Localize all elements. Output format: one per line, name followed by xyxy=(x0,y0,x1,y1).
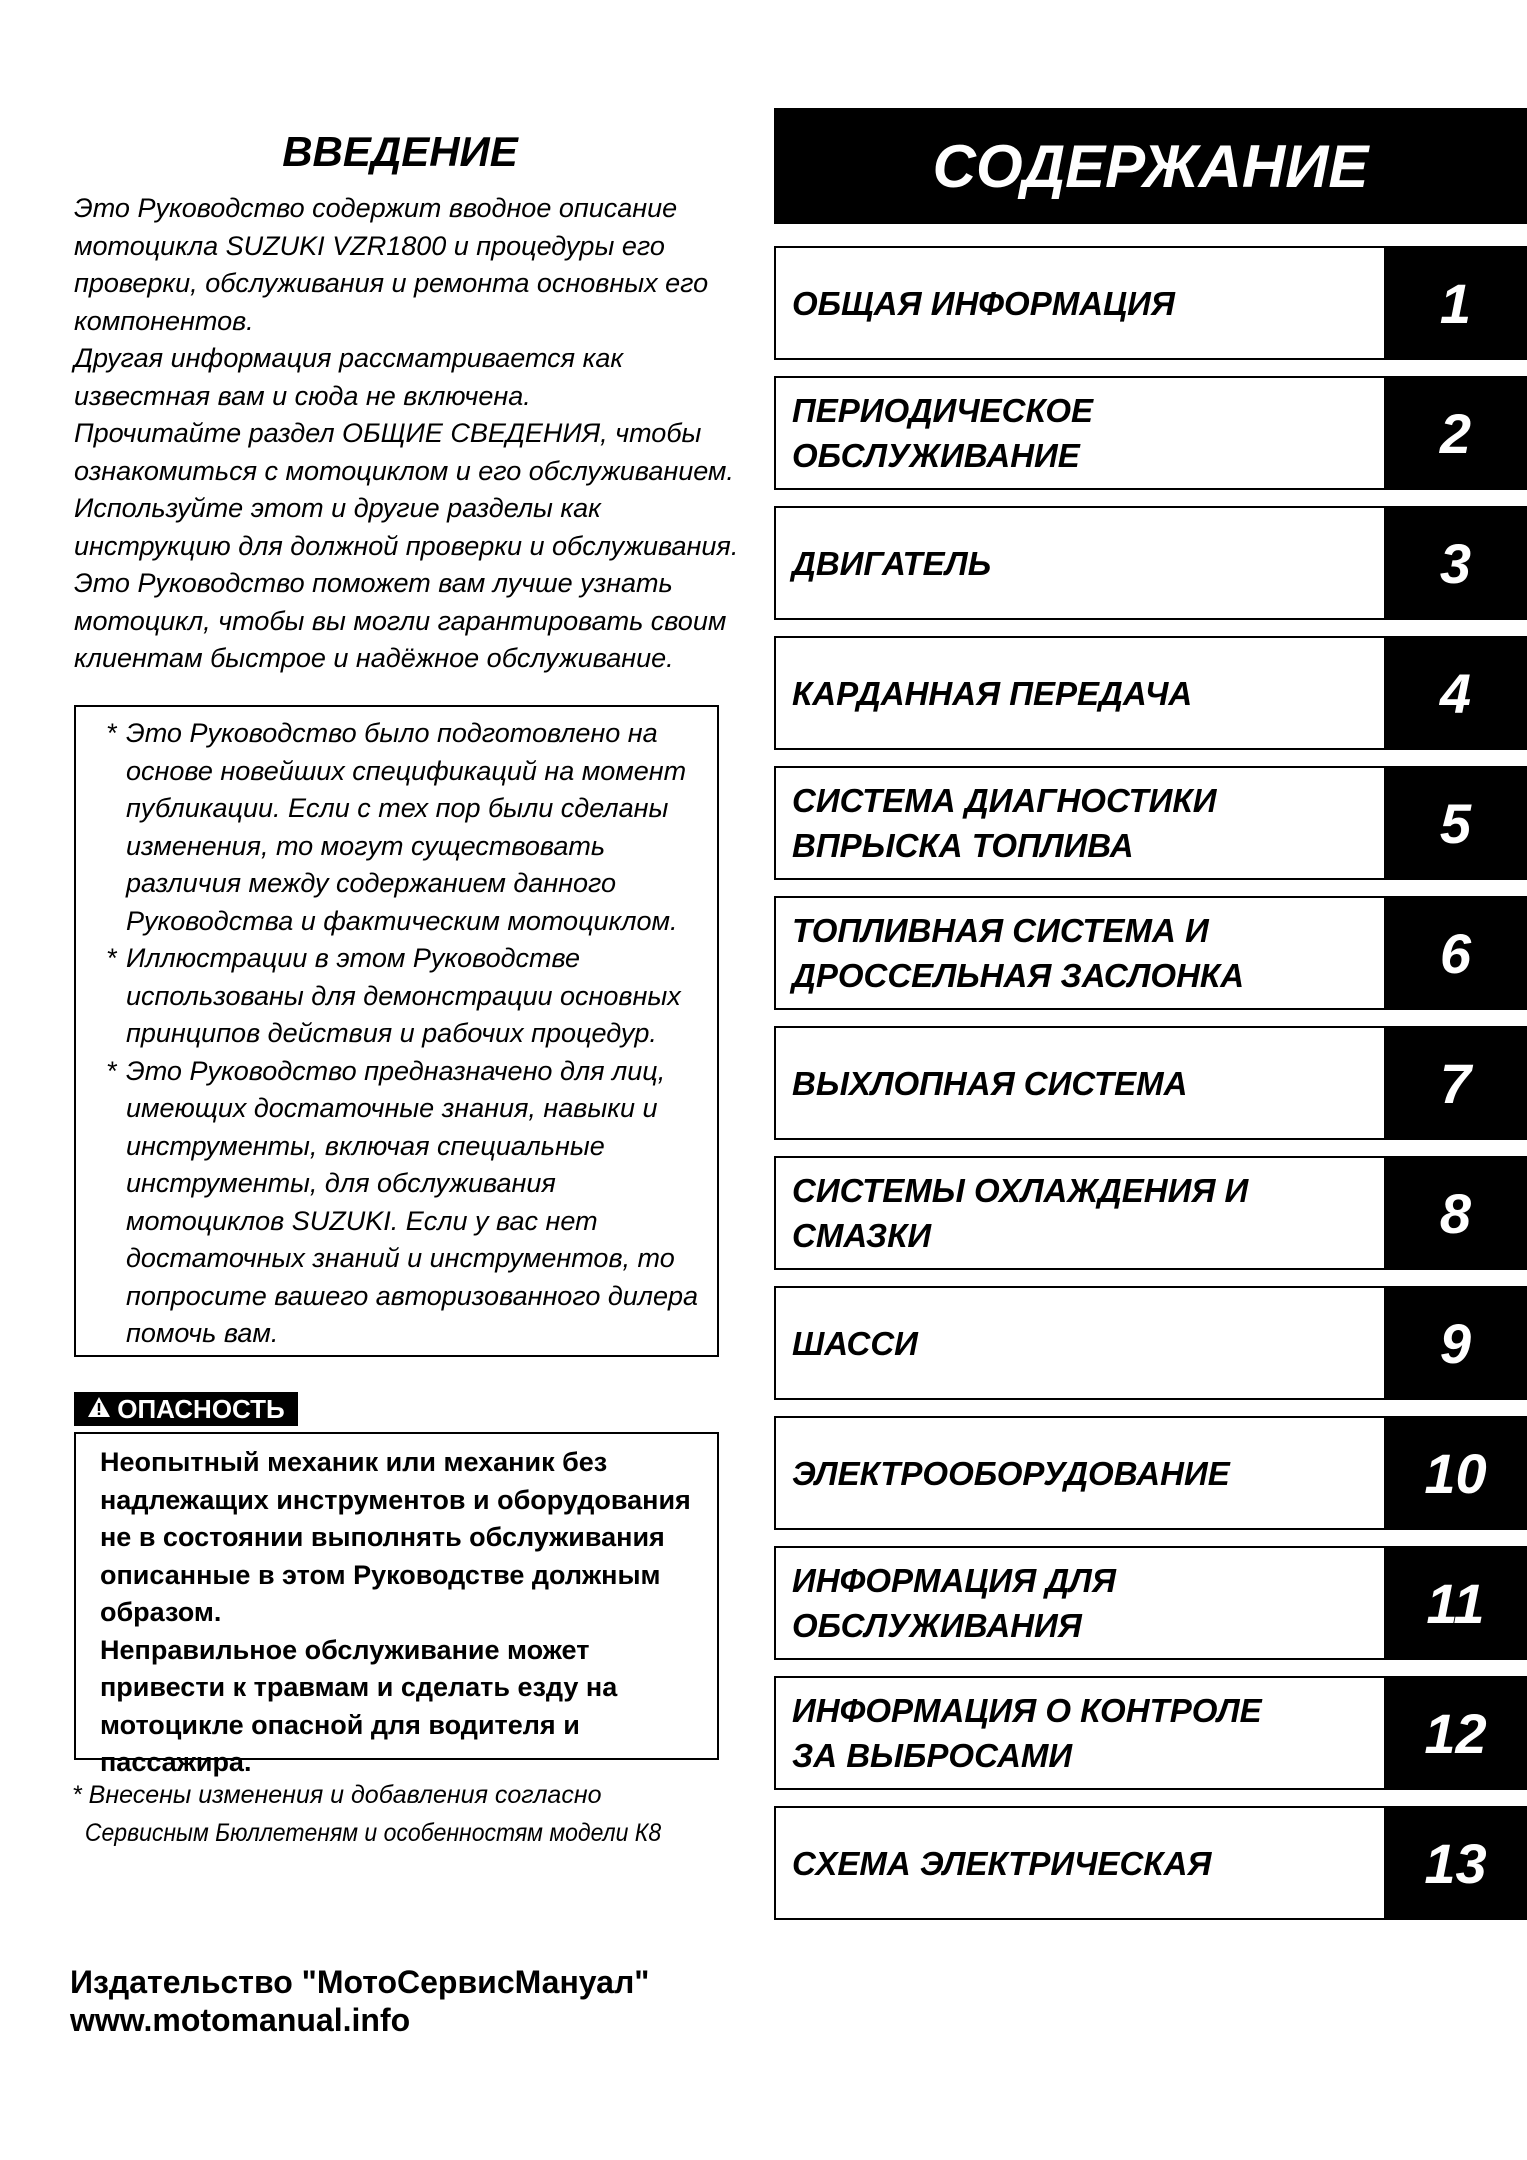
toc-item-label: СИСТЕМА ДИАГНОСТИКИ ВПРЫСКА ТОПЛИВА xyxy=(774,766,1384,880)
danger-label-text: ОПАСНОСТЬ xyxy=(117,1393,285,1424)
toc-item-label: ШАССИ xyxy=(774,1286,1384,1400)
note-marker: * xyxy=(106,943,117,973)
intro-paragraph: Прочитайте раздел ОБЩИЕ СВЕДЕНИЯ, чтобы ознакомиться с мотоциклом и его обслуживанием. Используйте этот и другие разделы как инструкцию для должной проверки и обслуживания. xyxy=(74,418,739,561)
toc-item-label: ИНФОРМАЦИЯ О КОНТРОЛЕ ЗА ВЫБРОСАМИ xyxy=(774,1676,1384,1790)
toc-item-label: ОБЩАЯ ИНФОРМАЦИЯ xyxy=(774,246,1384,360)
publisher-name: Издательство "МотоСервисМануал" xyxy=(70,1964,650,2000)
footnote xyxy=(72,1776,772,1852)
toc-item-label: ДВИГАТЕЛЬ xyxy=(774,506,1384,620)
toc-item-label: КАРДАННАЯ ПЕРЕДАЧА xyxy=(774,636,1384,750)
toc-item[interactable] xyxy=(774,1286,1527,1400)
toc-item-label: ТОПЛИВНАЯ СИСТЕМА И ДРОССЕЛЬНАЯ ЗАСЛОНКА xyxy=(774,896,1384,1010)
intro-body xyxy=(74,190,764,678)
toc-item-number: 4 xyxy=(1384,636,1527,750)
toc-item-number: 2 xyxy=(1384,376,1527,490)
toc-item[interactable] xyxy=(774,766,1527,880)
footnote-line: * Внесены изменения и добавления согласно xyxy=(72,1781,602,1809)
toc-item-number: 7 xyxy=(1384,1026,1527,1140)
danger-label xyxy=(74,1392,298,1426)
note-text: Это Руководство было подготовлено на основе новейших спецификаций на момент публикации. Если с тех пор были сделаны изменения, то могут существовать различия между содержанием данного Руководства и фактическим мотоциклом. xyxy=(126,718,687,936)
toc-item-label: ЭЛЕКТРООБОРУДОВАНИЕ xyxy=(774,1416,1384,1530)
note-text: Это Руководство предназначено для лиц, имеющих достаточные знания, навыки и инструменты, включая специальные инструменты, для обслуживания мотоциклов SUZUKI. Если у вас нет достаточных знаний и инструментов, то попросите вашего авторизованного дилера помочь вам. xyxy=(126,1055,699,1348)
note-text: Иллюстрации в этом Руководстве использованы для демонстрации основных принципов действия и рабочих процедур. xyxy=(126,943,681,1048)
toc-item[interactable] xyxy=(774,1676,1527,1790)
footnote-line: Сервисным Бюллетеням и особенностям модели К8 xyxy=(84,1819,662,1847)
danger-paragraph: Неопытный механик или механик без надлежащих инструментов и оборудования не в состоянии выполнять обслуживания описанные в этом Руководстве должным образом. xyxy=(100,1447,691,1627)
note-marker: * xyxy=(106,1055,117,1086)
note-item xyxy=(106,715,711,940)
toc-item[interactable] xyxy=(774,506,1527,620)
toc-item[interactable] xyxy=(774,376,1527,490)
toc-item-number: 9 xyxy=(1384,1286,1527,1400)
toc-item[interactable] xyxy=(774,1806,1527,1920)
toc-item[interactable] xyxy=(774,1546,1527,1660)
toc-title: СОДЕРЖАНИЕ xyxy=(774,108,1527,224)
toc-item-label: СХЕМА ЭЛЕКТРИЧЕСКАЯ xyxy=(774,1806,1384,1920)
note-marker: * xyxy=(106,718,117,748)
toc-item-number: 5 xyxy=(1384,766,1527,880)
toc-item-number: 12 xyxy=(1384,1676,1527,1790)
danger-paragraph: Неправильное обслуживание может привести к травмам и сделать езду на мотоцикле опасной для водителя и пассажира. xyxy=(100,1634,618,1777)
toc-item[interactable] xyxy=(774,1026,1527,1140)
toc-item-number: 8 xyxy=(1384,1156,1527,1270)
toc-item[interactable] xyxy=(774,636,1527,750)
toc-item[interactable] xyxy=(774,246,1527,360)
publisher xyxy=(70,1963,870,2039)
toc-item-number: 6 xyxy=(1384,896,1527,1010)
toc-item-label: СИСТЕМЫ ОХЛАЖДЕНИЯ И СМАЗКИ xyxy=(774,1156,1384,1270)
toc-item[interactable] xyxy=(774,1416,1527,1530)
warning-triangle-icon xyxy=(87,1394,111,1425)
intro-paragraph: Это Руководство поможет вам лучше узнать мотоцикл, чтобы вы могли гарантировать своим клиентам быстрое и надёжное обслуживание. xyxy=(74,568,727,673)
toc-item-number: 13 xyxy=(1384,1806,1527,1920)
danger-box xyxy=(74,1432,719,1777)
note-item xyxy=(106,940,711,1053)
notes-box xyxy=(74,705,719,1357)
intro-paragraph: Другая информация рассматривается как известная вам и сюда не включена. xyxy=(74,343,624,411)
intro-title: ВВЕДЕНИЕ xyxy=(282,128,518,175)
toc-item-label: ИНФОРМАЦИЯ ДЛЯ ОБСЛУЖИВАНИЯ xyxy=(774,1546,1384,1660)
toc-item-number: 1 xyxy=(1384,246,1527,360)
note-item xyxy=(106,1053,711,1353)
intro-paragraph: Это Руководство содержит вводное описание мотоцикла SUZUKI VZR1800 и процедуры его проверки, обслуживания и ремонта основных его компонентов. xyxy=(74,193,709,336)
toc-item-label: ВЫХЛОПНАЯ СИСТЕМА xyxy=(774,1026,1384,1140)
toc-item-number: 3 xyxy=(1384,506,1527,620)
toc-item[interactable] xyxy=(774,1156,1527,1270)
toc-item-number: 10 xyxy=(1384,1416,1527,1530)
publisher-url[interactable]: www.motomanual.info xyxy=(70,2002,411,2038)
toc-item-number: 11 xyxy=(1384,1546,1527,1660)
toc-item[interactable] xyxy=(774,896,1527,1010)
toc-item-label: ПЕРИОДИЧЕСКОЕ ОБСЛУЖИВАНИЕ xyxy=(774,376,1384,490)
